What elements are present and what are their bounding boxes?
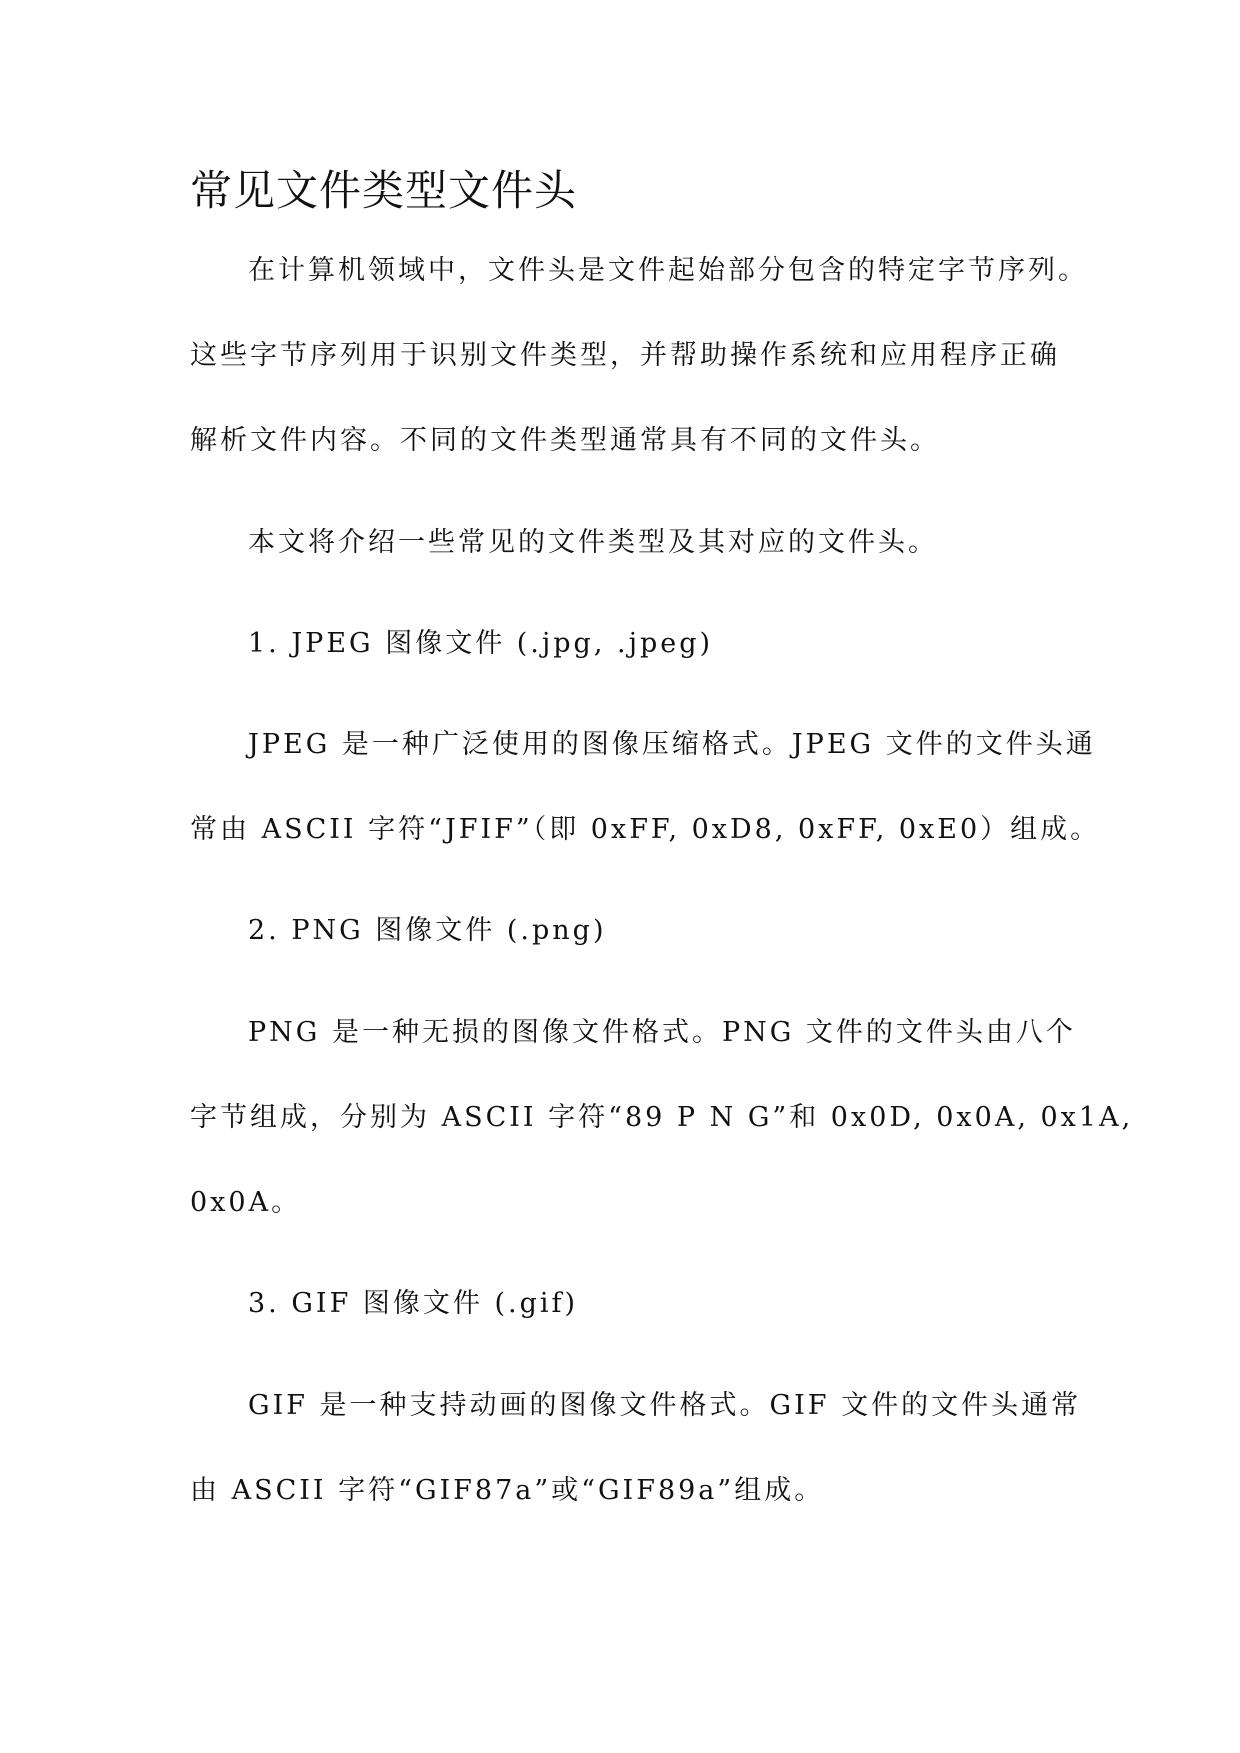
section-heading-gif: 3. GIF 图像文件 (.gif) xyxy=(248,1288,579,1319)
overview-paragraph: 本文将介绍一些常见的文件类型及其对应的文件头。 xyxy=(248,527,938,558)
intro-line-1: 在计算机领域中，文件头是文件起始部分包含的特定字节序列。 xyxy=(248,255,1088,286)
section-body-jpeg-line-2: 常由 ASCII 字符“JFIF”（即 0xFF, 0xD8, 0xFF, 0xE0）组成。 xyxy=(190,814,1101,845)
section-body-gif-line-1: GIF 是一种支持动画的图像文件格式。GIF 文件的文件头通常 xyxy=(248,1390,1082,1421)
section-body-png-line-2: 字节组成，分别为 ASCII 字符“89 P N G”和 0x0D, 0x0A, 0x1A, xyxy=(190,1102,1134,1133)
section-body-gif-line-2: 由 ASCII 字符“GIF87a”或“GIF89a”组成。 xyxy=(190,1475,825,1506)
section-body-png-line-1: PNG 是一种无损的图像文件格式。PNG 文件的文件头由八个 xyxy=(248,1017,1076,1048)
page-title: 常见文件类型文件头 xyxy=(190,166,578,215)
intro-line-2: 这些字节序列用于识别文件类型，并帮助操作系统和应用程序正确 xyxy=(190,340,1060,371)
section-heading-jpeg: 1. JPEG 图像文件 (.jpg, .jpeg) xyxy=(248,628,714,659)
section-heading-png: 2. PNG 图像文件 (.png) xyxy=(248,915,607,946)
intro-line-3: 解析文件内容。不同的文件类型通常具有不同的文件头。 xyxy=(190,425,940,456)
section-body-png-line-3: 0x0A。 xyxy=(190,1187,302,1218)
section-body-jpeg-line-1: JPEG 是一种广泛使用的图像压缩格式。JPEG 文件的文件头通 xyxy=(248,729,1096,760)
